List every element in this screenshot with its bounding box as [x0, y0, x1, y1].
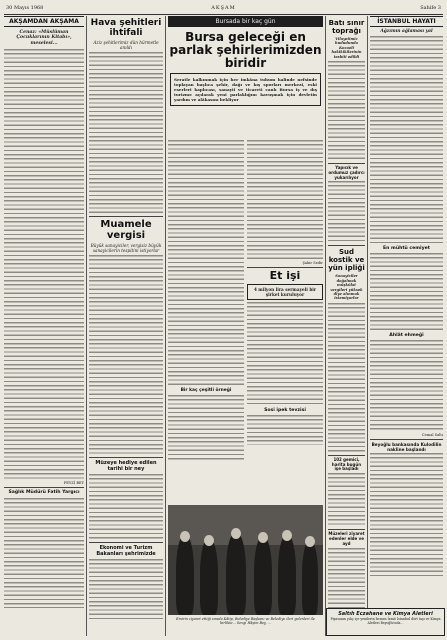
subhead-sud-kostik: Sanayiciler doğalmak müşkülat vergileri yüksek diye alınmak istemiyorlar — [330, 274, 363, 301]
headline-sosi-ipek: Sosi ipek tevzisi — [264, 408, 306, 413]
article-body — [370, 253, 443, 331]
divider — [4, 487, 84, 488]
divider — [370, 439, 443, 440]
column-rule — [165, 16, 166, 636]
divider — [328, 455, 365, 456]
article-body — [4, 49, 84, 479]
lead-headline: Bursa geleceği en parlak şehirlerimizden biridir — [169, 30, 322, 70]
divider — [89, 542, 163, 543]
bottom-article-body — [4, 498, 84, 608]
headline-gemici: 102 gemici, harita bugün işe başladı — [331, 456, 362, 472]
photo-caption: Emirin ziyaret ettiği sırada Kâtip, Belediye Başkanı ve Belediye ileri gelenleri ile birlikte... Sevgi Hâşim Bey, ... — [176, 617, 315, 625]
lead-article — [168, 16, 323, 106]
lead-signature: Şakir Sedir — [302, 261, 323, 265]
subhead-bati-sinir: Vilayetimiz hududunda Kocaeli hakikikilerinin tesbiti edildi — [331, 37, 362, 59]
lead-body — [168, 140, 244, 386]
article-signature: Cemal Saltı — [421, 433, 443, 438]
article-body — [89, 474, 163, 540]
article-body — [328, 181, 365, 243]
headline-muzeye-hediye: Müzeye hediye edilen tarihi bir ney — [95, 460, 157, 472]
column-5 — [370, 16, 443, 636]
headline-bati-sinir: Batı sınır toprağı — [328, 19, 365, 35]
article-body — [370, 340, 443, 432]
masthead-paper-name: AKŞAM — [211, 5, 236, 11]
headline-ekonomi-turizm: Ekonomi ve Turizm Bakanları şehrimizde — [96, 545, 156, 557]
masthead — [4, 2, 443, 15]
article-body — [89, 559, 163, 619]
subhead-hava-sehitleri: Aziz şehitlerimiz dün hürmetle anıldı — [93, 40, 159, 50]
lead-intro-box: Seratle kalkınmak için her imkâna tuhum halinde nefsinde toplayan başlıca şehir, dağı ve kış sporları merkezi, eski eserleri kaplıcası, sanayii ve ticareti canlı Bursa iş ve dış turizme açılarak yeni parlaklığını kavuşmak için devletin yardım ve alâkasını bekliyor — [170, 73, 321, 106]
subhead-et-isi: 4 milyon lira sermayeli bir şirket kuruluyor — [247, 284, 323, 300]
article-signature: FEYZİ BEY — [63, 481, 84, 486]
news-photo — [168, 505, 323, 615]
divider — [328, 163, 365, 164]
column-rule — [86, 16, 87, 636]
article-title: Cenaz: «Müslüman Çocuklarının Kitabı», meselesi... — [16, 30, 72, 46]
column-1 — [4, 16, 84, 636]
article-body — [247, 302, 323, 406]
headline-et-isi: Et işi — [269, 269, 301, 282]
article-body — [328, 303, 365, 453]
headline-muamele-vergisi: Muamele vergisi — [100, 219, 152, 241]
divider — [328, 529, 365, 530]
column-subtitle: Ağzımın ağlaması yal — [380, 29, 433, 34]
headline-beyoglu-bankasi: Beyoğlu bankasında Kulodilin nakline başlandı — [371, 442, 442, 453]
section-title: İSTANBUL HAYATI — [370, 16, 443, 27]
column-2 — [89, 16, 163, 636]
bottom-article-title: Sağlık Müdürü Fatih Yargıcı — [8, 490, 80, 496]
column-rule — [367, 16, 368, 636]
divider — [247, 267, 323, 268]
article-body — [328, 61, 365, 161]
headline-cemiyet: En mühtü cemiyet — [383, 246, 430, 252]
lead-body — [247, 140, 323, 260]
headline-sud-kostik: Sud kostik ve yün ipliği — [328, 248, 365, 273]
article-body — [89, 52, 163, 214]
lead-body-continued — [168, 395, 244, 461]
advertisement-box — [326, 608, 445, 636]
article-body — [247, 415, 323, 445]
column-rule — [325, 16, 326, 636]
article-body — [89, 255, 163, 455]
headline-ahlat-ehmegi: Ahlât ehmeği — [389, 333, 424, 339]
headline-hava-sehitleri: Hava şehitleri ihtifali — [90, 18, 162, 38]
ad-title: Saltıh Eczahane ve Kimya Aletleri — [338, 611, 433, 617]
article-body — [370, 36, 443, 244]
subhead-muamele-vergisi: Büyük sanayiciler, vergisiz büyük sanayicilerin tespitini istiyorlar — [90, 243, 162, 253]
section-title: AKŞAMDAN AKŞAMA — [4, 16, 84, 27]
article-body — [370, 453, 443, 579]
ad-text: Piyasanın yılıç içe yenilerin hemen İzmit Istanbul dört taşı ve Kimya Aletleri Beyoğlu'nda... — [330, 617, 441, 625]
masthead-page-number: Sahife 3 — [420, 5, 441, 11]
article-body — [328, 548, 365, 608]
article-body — [328, 473, 365, 527]
divider — [89, 216, 163, 217]
divider — [328, 245, 365, 246]
headline-muzeler: Müzeleri ziyaret edenler elde ve ayd — [328, 531, 365, 546]
headline-yapicik: Yapıcık ve ordumuz çadırcı yukarılıyor — [328, 165, 365, 180]
lead-kicker: Bursada bir kaç gün — [168, 16, 323, 27]
column-4 — [328, 16, 365, 636]
divider — [89, 457, 163, 458]
masthead-date: 30 Mayıs 1968 — [6, 5, 44, 11]
lead-section-title: Bir kaç çeşitli örneği — [180, 388, 232, 393]
